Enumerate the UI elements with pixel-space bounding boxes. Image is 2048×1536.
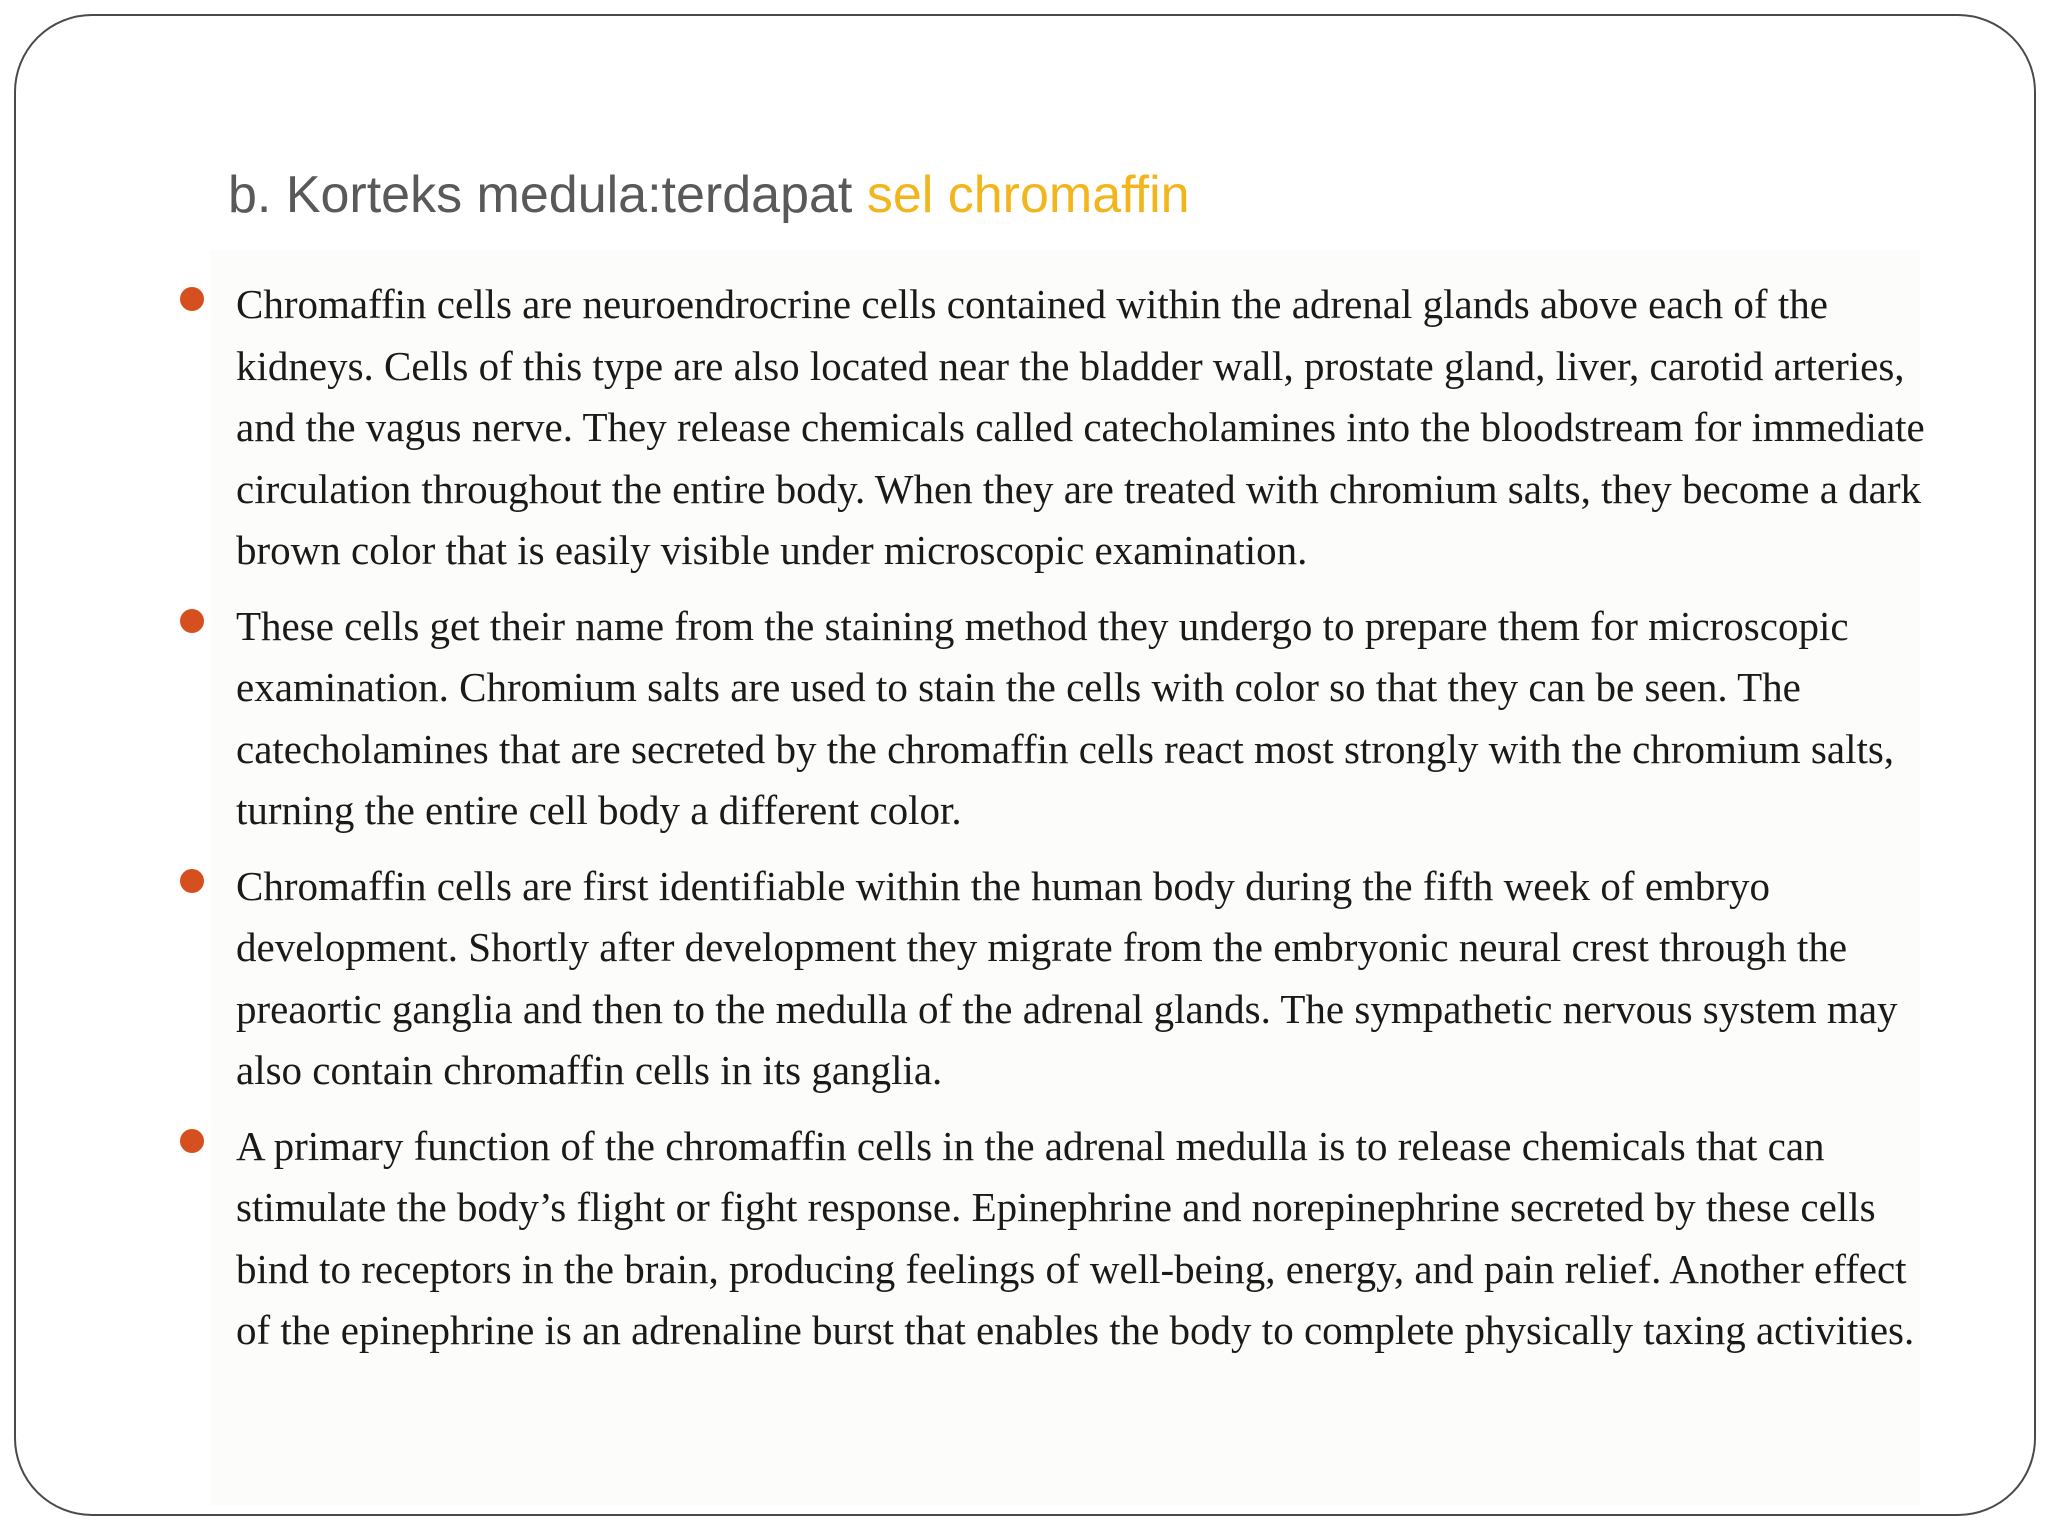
bullet-dot-icon [180, 1129, 204, 1153]
bullet-item [180, 274, 1940, 582]
bullet-dot-icon [180, 609, 204, 633]
bullet-item [180, 856, 1940, 1102]
bullet-text: Chromaffin cells are neuroendrocrine cells contained within the adrenal glands above each of the kidneys. Cells of this type are also located near the bladder wall, prostate gland, liver, carotid arteries, and the vagus nerve. They release chemicals called catecholamines into the bloodstream for immediate circulation throughout the entire body. When they are treated with chromium salts, they become a dark brown color that is easily visible under microscopic examination. [236, 281, 1925, 573]
bullet-text: These cells get their name from the staining method they undergo to prepare them for microscopic examination. Chromium salts are used to stain the cells with color so that they can be seen. The catecholamines that are secreted by the chromaffin cells react most strongly with the chromium salts, turning the entire cell body a different color. [236, 602, 1895, 833]
slide-title-highlight: sel chromaffin [866, 166, 1190, 224]
bullet-text: A primary function of the chromaffin cells in the adrenal medulla is to release chemicals that can stimulate the body’s flight or fight response. Epinephrine and norepinephrine secreted by these cells bind to receptors in the brain, producing feelings of well-being, energy, and pain relief. Another effect of the epinephrine is an adrenaline burst that enables the body to complete physically taxing activities. [236, 1122, 1915, 1353]
bullet-list [180, 274, 1940, 1376]
bullet-item [180, 596, 1940, 842]
bullet-item [180, 1116, 1940, 1362]
bullet-text: Chromaffin cells are first identifiable within the human body during the fifth week of embryo development. Shortly after development they migrate from the embryonic neural crest through the preaortic ganglia and then to the medulla of the adrenal glands. The sympathetic nervous system may also contain chromaffin cells in its ganglia. [236, 862, 1898, 1093]
slide-title-prefix: b. Korteks medula:terdapat [228, 166, 867, 224]
slide-title [228, 164, 1190, 226]
bullet-dot-icon [180, 287, 204, 311]
bullet-dot-icon [180, 869, 204, 893]
